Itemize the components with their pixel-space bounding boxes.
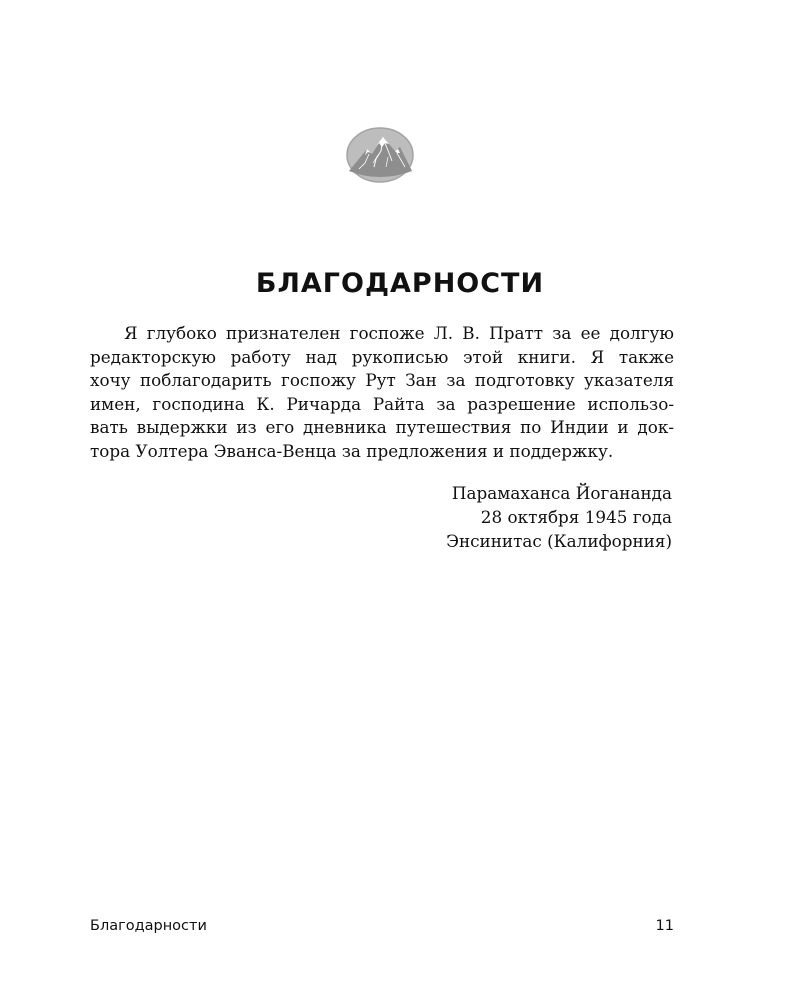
acknowledgments-paragraph xyxy=(90,322,674,463)
signature-block xyxy=(446,481,672,553)
paragraph-line: имен, господина К. Ричарда Райта за разрешение использо- xyxy=(90,393,674,414)
signature-place: Энсинитас (Калифорния) xyxy=(446,531,672,551)
paragraph-line: тора Уолтера Эванса-Венца за предложения и поддержку. xyxy=(90,440,614,461)
page-number: 11 xyxy=(655,918,674,934)
running-footer-title: Благодарности xyxy=(90,918,207,934)
paragraph-line: вать выдержки из его дневника путешествия по Индии и док- xyxy=(90,417,674,437)
paragraph-line: Я глубоко признателен госпоже Л. В. Пратт за ее долгую xyxy=(124,323,674,343)
mountain-emblem-icon xyxy=(345,127,415,183)
page-title: БЛАГОДАРНОСТИ xyxy=(255,268,545,299)
paragraph-line: хочу поблагодарить госпожу Рут Зан за подготовку указателя xyxy=(90,370,674,390)
signature-author: Парамаханса Йогананда xyxy=(451,483,672,503)
signature-date: 28 октября 1945 года xyxy=(480,507,672,527)
paragraph-line: редакторскую работу над рукописью этой книги. Я также xyxy=(90,346,674,367)
